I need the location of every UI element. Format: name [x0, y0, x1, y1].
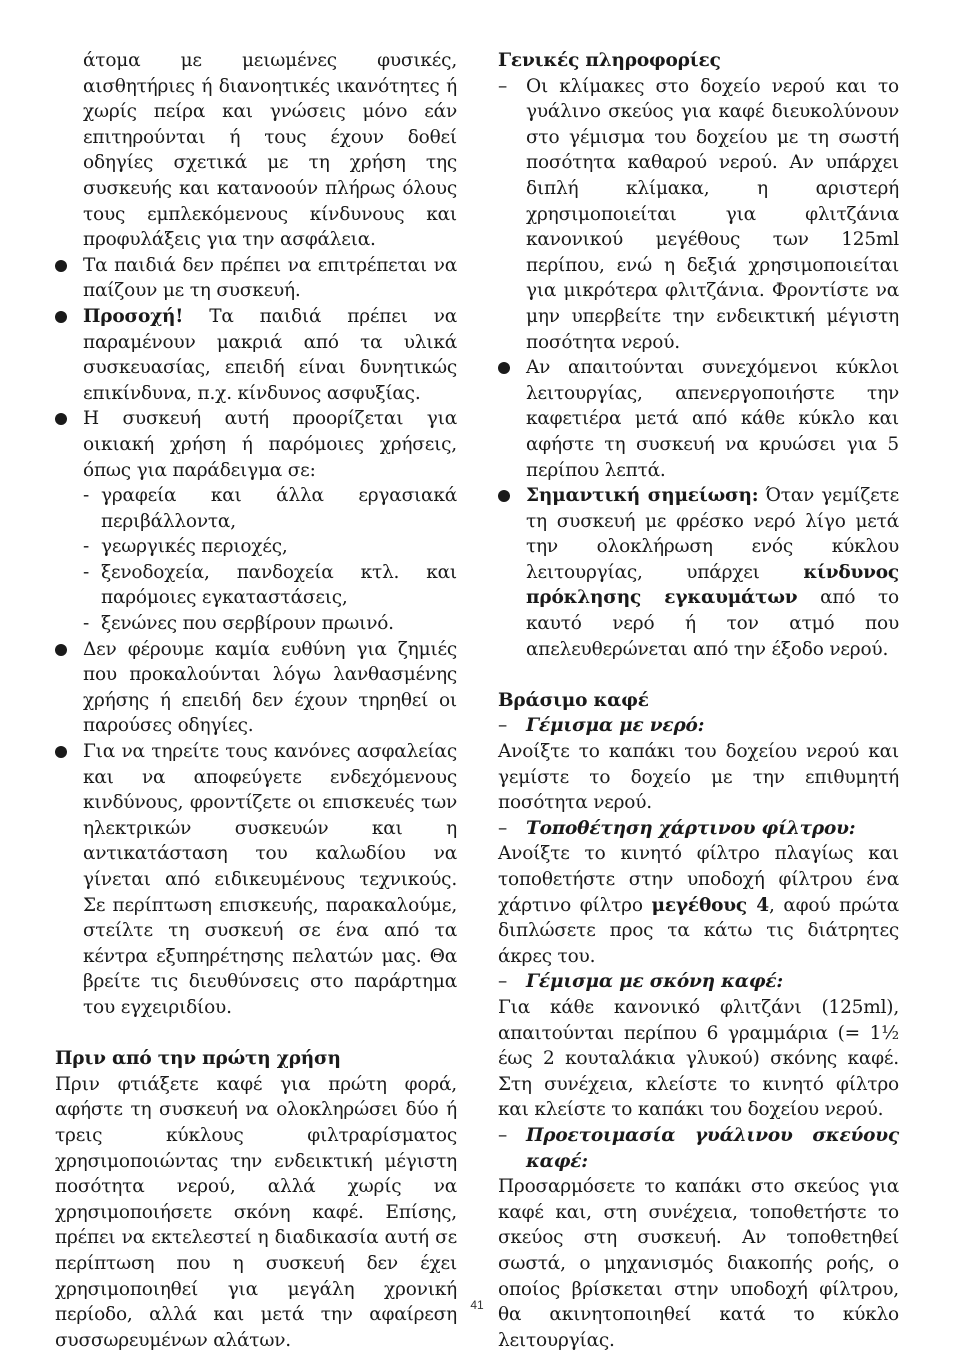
bullet-icon: [55, 644, 67, 656]
first-use-paragraph: Πριν φτιάξετε καφέ για πρώτη φορά, αφήστε τη συσκευή να ολοκληρώσει δύο ή τρεις κύκλους φιλτραρίσματος χρησιμοποιώντας την ενδεικτική μέγιστη ποσότητα νερού, αλλά χωρίς να χρησιμοποιήσετε σκόνη καφέ. Επίσης, πρέπει να εκτελεστεί η διαδικασία αυτή σε περίπτωση που η συσκευή δεν έχει χρησιμοποιηθεί για μεγάλη χρονική περίοδο, αλλά και μετά την αφαίρεση συσσωρευμένων αλάτων.: [55, 1073, 457, 1351]
dash-marker: -: [83, 536, 90, 558]
bullet-icon: [55, 260, 67, 272]
heading-brewing-coffee: Βράσιμο καφέ: [498, 689, 649, 711]
sub-item-hotels: - ξενοδοχεία, πανδοχεία κτλ. και παρόμοιες εγκαταστάσεις,: [83, 561, 457, 609]
bullet-caution: Προσοχή! Τα παιδιά πρέπει να παραμένουν μακριά από τα υλικά συσκευασίας, επειδή είναι δυνητικώς επικίνδυνα, π.χ. κίνδυνος ασφυξίας.: [55, 304, 457, 406]
dash-marker: –: [498, 971, 508, 993]
bullet-repairs: Για να τηρείτε τους κανόνες ασφαλείας και να αποφεύγετε ενδεχόμενους κινδύνους, φροντίζετε οι επισκευές των ηλεκτρικών συσκευών και η αντικατάσταση του καλωδίου να γίνεται από ειδικευμένους τεχνικούς. Σε περίπτωση επισκευής, παρακαλούμε, στείλτε τη συσκευή σε ένα από τα κέντρα εξυπηρέτησης πελατών μας. Θα βρείτε τις διευθύνσεις στο παράρτημα του εγχειριδίου.: [55, 739, 457, 1021]
bullet-consecutive-cycles: Αν απαιτούνται συνεχόμενοι κύκλοι λειτουργίας, απενεργοποιήστε την καφετιέρα μετά από κάθε κύκλο και αφήστε τη συσκευή να κρυώσει για 5 περίπου λεπτά.: [498, 355, 899, 483]
general-info-item: – Οι κλίμακες στο δοχείο νερού και το γυάλινο σκεύος για καφέ διευκολύνουν στο γέμισμα του δοχείου με τη σωστή ποσότητα καθαρού νερού. Αν υπάρχει διπλή κλίμακα, η αριστερή χρησιμοποιείται για φλιτζάνια κανονικού μεγέθους των 125ml περίπου, ενώ η δεξιά χρησιμοποιείται για μικρότερα φλιτζάνια. Φροντίστε να μην υπερβείτε την ενδεικτική μέγιστη ποσότητα νερού.: [498, 75, 899, 353]
left-column: [55, 48, 457, 1353]
bullet-liability: Δεν φέρουμε καμία ευθύνη για ζημιές που προκαλούνται λόγω λανθασμένης χρήσης ή επειδή δεν έχουν τηρηθεί οι παρούσες οδηγίες.: [55, 637, 457, 739]
important-note-label: Σημαντική σημείωση:: [526, 485, 759, 507]
step-title-glass-jug: – Προετοιμασία γυάλινου σκεύους καφέ:: [498, 1124, 899, 1172]
step-text-ground-coffee: Για κάθε κανονικό φλιτζάνι (125ml), απαιτούνται περίπου 6 γραμμάρια (= 1½ έως 2 κουταλάκια γλυκού) σκόνης καφέ. Στη συνέχεια, κλείστε το κινητό φίλτρο και κλείστε το καπάκι του δοχείου νερού.: [498, 996, 899, 1121]
dash-marker: –: [498, 75, 508, 97]
bullet-icon: [55, 311, 67, 323]
sub-item-farms: - γεωργικές περιοχές,: [55, 534, 457, 560]
dash-marker: -: [83, 613, 90, 635]
sub-item-bnb: - ξενώνες που σερβίρουν πρωινό.: [55, 611, 457, 637]
step-text-glass-jug: Προσαρμόσετε το καπάκι στο σκεύος για καφέ και, στη συνέχεια, τοποθετήστε το σκεύος στη συσκευή. Αν τοποθετηθεί σωστά, ο μηχανισμός διακοπής ροής, ο οποίος βρίσκεται στην υποδοχή φίλτρου, θα ακινητοποιηθεί κατά το κύκλο λειτουργίας.: [498, 1176, 899, 1351]
sub-item-offices: - γραφεία και άλλα εργασιακά περιβάλλοντα,: [83, 485, 457, 532]
caution-label: Προσοχή!: [83, 305, 184, 327]
bullet-icon: [55, 746, 67, 758]
heading-general-info: Γενικές πληροφορίες: [498, 50, 721, 71]
step-text-paper-filter: Ανοίξτε το κινητό φίλτρο πλαγίως και τοποθετήστε στην υποδοχή φίλτρου ένα χάρτινο φίλτρο μεγέθους 4, αφού πρώτα διπλώσετε προς τα κάτω τις διάτρητες άκρες του.: [498, 843, 899, 967]
step-text-fill-water: Ανοίξτε το καπάκι του δοχείου νερού και γεμίστε το δοχείο με την επιθυμητή ποσότητα νερού.: [498, 741, 899, 814]
dash-marker: -: [83, 561, 90, 583]
dash-marker: –: [498, 715, 508, 737]
spacer: [55, 1021, 457, 1047]
filter-size-text: μεγέθους 4: [651, 894, 769, 916]
dash-marker: -: [83, 485, 90, 507]
bullet-icon: [498, 490, 510, 502]
right-column: [498, 48, 899, 1353]
dash-marker: –: [498, 1124, 508, 1146]
bullet-children-play: Τα παιδιά δεν πρέπει να επιτρέπεται να παίζουν με τη συσκευή.: [55, 253, 457, 304]
dash-marker: –: [498, 817, 508, 839]
step-title-ground-coffee: – Γέμισμα με σκόνη καφέ:: [498, 969, 899, 995]
burn-risk-text: κίνδυνος πρόκλησης εγκαυμάτων: [526, 561, 899, 609]
step-title-fill-water: – Γέμισμα με νερό:: [498, 713, 899, 739]
heading-before-first-use: Πριν από την πρώτη χρήση: [55, 1048, 341, 1070]
bullet-important-note: Σημαντική σημείωση: Όταν γεμίζετε τη συσκευή με φρέσκο νερό λίγο μετά την ολοκλήρωση ενός κύκλου λειτουργίας, υπάρχει κίνδυνος πρόκλησης εγκαυμάτων από το καυτό νερό ή τον ατμό που απελευθερώνεται από την έξοδο νερού.: [498, 483, 899, 662]
spacer: [498, 662, 899, 688]
step-title-paper-filter: – Τοποθέτηση χάρτινου φίλτρου:: [498, 816, 899, 842]
intro-paragraph: άτομα με μειωμένες φυσικές, αισθητήριες ή διανοητικές ικανότητες ή χωρίς πείρα και γνώσεις μόνο εάν επιτηρούνται ή τους έχουν δοθεί οδηγίες σχετικά με τη χρήση της συσκευής και κατανοούν πλήρως όλους τους εμπλεκόμενους κίνδυνους και προφυλάξεις για την ασφάλεια.: [83, 50, 457, 251]
page-number: 41: [470, 1298, 484, 1312]
bullet-household-use: Η συσκευή αυτή προορίζεται για οικιακή χρήση ή παρόμοιες χρήσεις, όπως για παράδειγμα σε:: [55, 406, 457, 483]
bullet-icon: [55, 413, 67, 425]
bullet-icon: [498, 362, 510, 374]
